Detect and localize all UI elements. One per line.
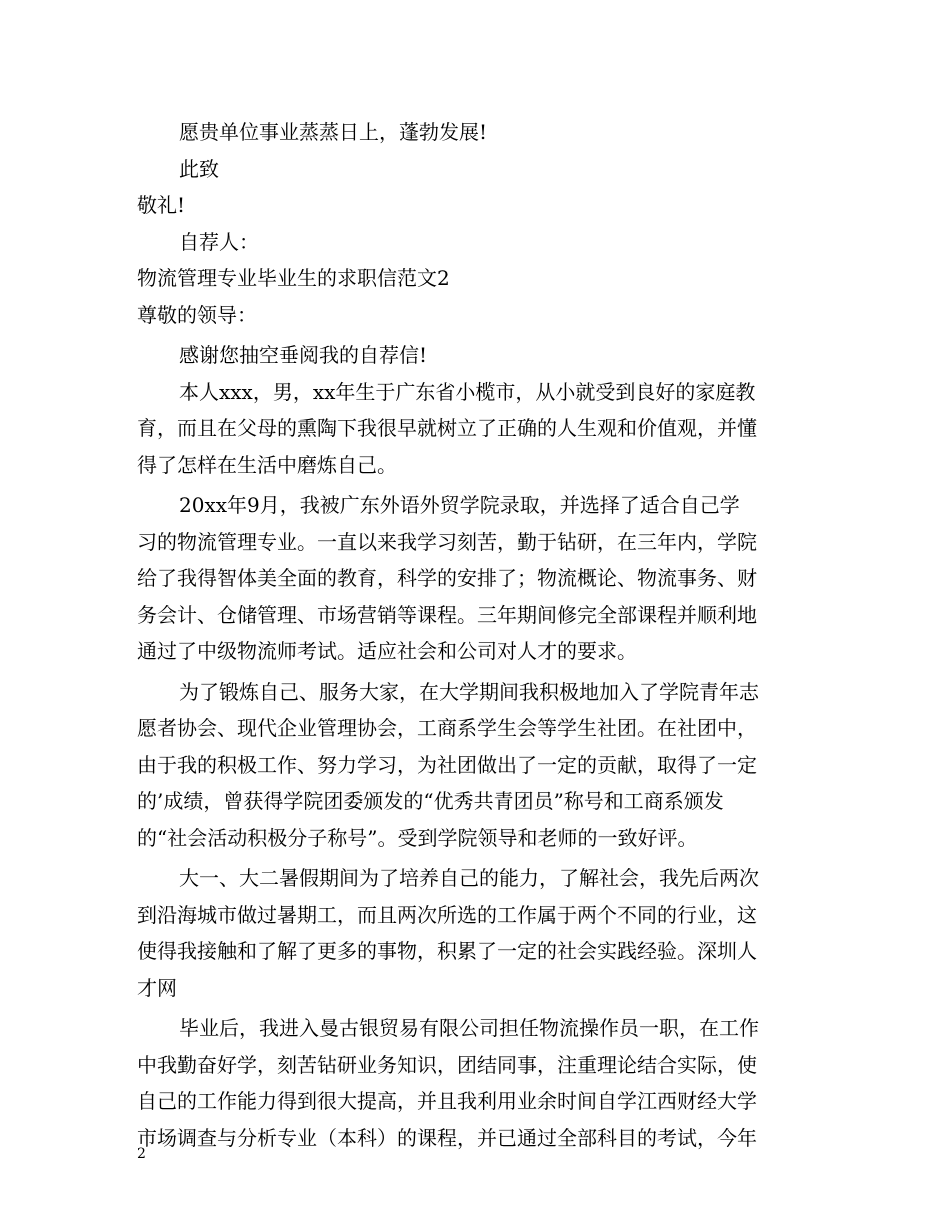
document-body (137, 114, 815, 1156)
text-line: 自荐人： (179, 229, 259, 254)
text-line: 敬礼! (137, 193, 186, 217)
text-line: 为了锻炼自己、服务大家，在大学期间我积极地加入了学院青年志 (179, 679, 759, 704)
text-line: 此致 (179, 156, 219, 181)
text-line: 毕业后，我进入曼古银贸易有限公司担任物流操作员一职，在工作 (179, 1016, 759, 1040)
text-line: 市场调查与分析专业（本科）的课程，并已通过全部科目的考试，今年 (137, 1125, 757, 1150)
text-line: 习的物流管理专业。一直以来我学习刻苦，勤于钻研，在三年内，学院 (137, 529, 757, 554)
text-line: 到沿海城市做过暑期工，而且两次所选的工作属于两个不同的行业，这 (137, 902, 757, 927)
page-number: 2 (137, 1146, 146, 1162)
text-line: 得了怎样在生活中磨炼自己。 (137, 452, 397, 477)
text-line: 育，而且在父母的熏陶下我很早就树立了正确的人生观和价值观，并懂 (137, 416, 757, 440)
text-line: 愿贵单位事业蒸蒸日上，蓬勃发展! (179, 120, 488, 144)
text-line: 才网 (137, 975, 177, 1000)
text-line: 本人xxx，男，xx年生于广东省小榄市，从小就受到良好的家庭教 (179, 379, 756, 404)
text-line: 使得我接触和了解了更多的事物，积累了一定的社会实践经验。深圳人 (137, 939, 757, 963)
text-line: 给了我得智体美全面的教育，科学的安排了；物流概论、物流事务、财 (137, 566, 757, 590)
text-line: 的’成绩，曾获得学院团委颁发的“优秀共青团员”称号和工商系颁发 (137, 789, 724, 813)
text-line: 的“社会活动积极分子称号”。受到学院领导和老师的一致好评。 (137, 825, 698, 850)
text-line: 大一、大二暑假期间为了培养自己的能力，了解社会，我先后两次 (179, 866, 759, 890)
text-line: 务会计、仓储管理、市场营销等课程。三年期间修完全部课程并顺利地 (137, 602, 757, 627)
text-line: 通过了中级物流师考试。适应社会和公司对人才的要求。 (137, 639, 637, 663)
text-line: 中我勤奋好学，刻苦钻研业务知识，团结同事，注重理论结合实际，使 (137, 1052, 757, 1077)
text-line: 愿者协会、现代企业管理协会，工商系学生会等学生社团。在社团中， (137, 716, 757, 740)
text-line: 尊敬的领导： (137, 302, 257, 327)
text-line: 自己的工作能力得到很大提高，并且我利用业余时间自学江西财经大学 (137, 1089, 757, 1113)
text-line: 物流管理专业毕业生的求职信范文2 (137, 266, 450, 290)
text-line: 感谢您抽空垂阅我的自荐信! (179, 343, 428, 367)
text-line: 20xx年9月，我被广东外语外贸学院录取，并选择了适合自己学 (179, 493, 740, 517)
text-line: 由于我的积极工作、努力学习，为社团做出了一定的贡献，取得了一定 (137, 752, 757, 777)
